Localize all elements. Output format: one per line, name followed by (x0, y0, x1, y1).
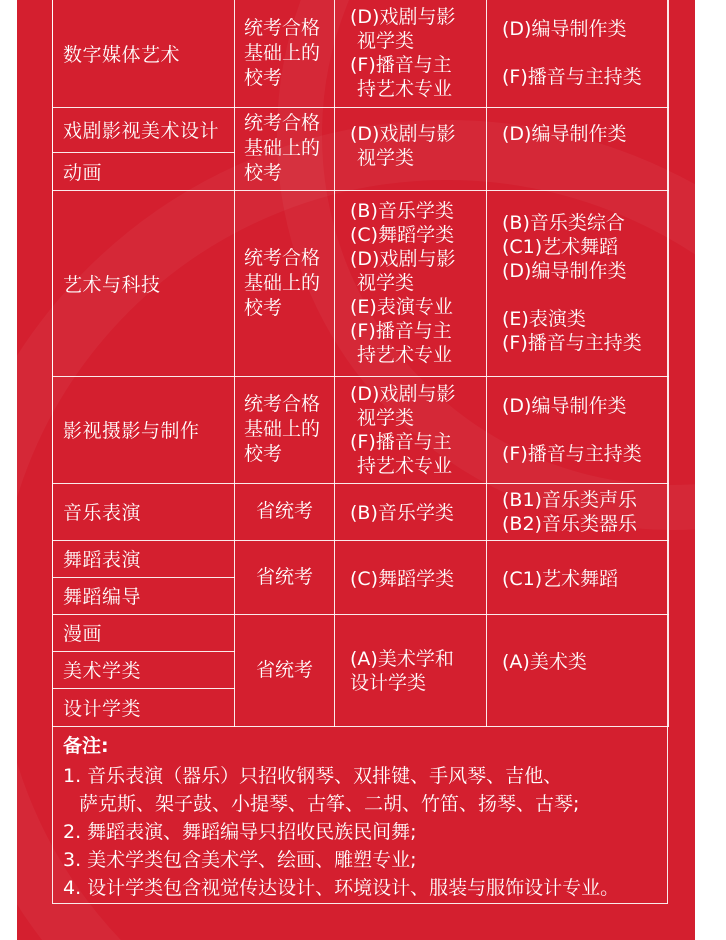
subject-line: 持艺术专业 (357, 344, 453, 366)
category-line: (D)编导制作类 (502, 18, 627, 41)
category-cell (487, 0, 669, 107)
subject-line: (F)播音与主 (350, 430, 452, 453)
category-line: (A)美术类 (502, 650, 587, 673)
table-row (53, 190, 669, 376)
subject-line: (A)美术学和 (350, 647, 454, 670)
subject-line: 视学类 (357, 272, 415, 294)
note-item: 4. 设计学类包含视觉传达设计、环境设计、服装与服饰设计专业。 (63, 877, 620, 899)
subject-line: 视学类 (357, 406, 415, 429)
category-line: (F)播音与主持类 (502, 332, 642, 354)
subject-cell (335, 190, 487, 376)
notes-section (63, 732, 663, 902)
poster-background (17, 0, 695, 940)
subject-line: (D)戏剧与影 (350, 248, 456, 270)
subject-line: 视学类 (357, 30, 415, 53)
exam-line: 基础上的 (244, 271, 321, 294)
note-item: 1. 音乐表演（器乐）只招收钢琴、双排键、手风琴、吉他、 (63, 765, 563, 787)
subject-line: (B)音乐学类 (350, 200, 454, 222)
note-item: 萨克斯、架子鼓、小提琴、古筝、二胡、竹笛、扬琴、古琴; (79, 793, 580, 815)
category-line: (C1)艺术舞蹈 (502, 236, 619, 258)
exam-cell (235, 0, 335, 107)
exam-line: 统考合格 (244, 393, 321, 415)
subject-line: (B)音乐学类 (350, 502, 454, 524)
subject-line: (D)戏剧与影 (350, 382, 456, 405)
subject-cell (335, 483, 487, 540)
category-cell (487, 376, 669, 483)
note-item: 2. 舞蹈表演、舞蹈编导只招收民族民间舞; (63, 821, 417, 843)
subject-line: (E)表演专业 (350, 296, 453, 318)
subject-cell (335, 540, 487, 614)
exam-line: 校考 (244, 296, 283, 319)
major-cell: 漫画 (53, 614, 235, 651)
notes-title: 备注: (63, 735, 109, 757)
exam-line: 基础上的 (244, 137, 321, 159)
category-line: (B2)音乐类器乐 (502, 512, 637, 535)
subject-line: 持艺术专业 (357, 78, 453, 101)
major-cell: 设计学类 (53, 688, 235, 726)
table-row (53, 107, 669, 152)
exam-cell: 省统考 (235, 540, 335, 614)
major-cell: 影视摄影与制作 (53, 376, 235, 483)
category-line: (C1)艺术舞蹈 (502, 567, 619, 590)
exam-cell: 省统考 (235, 614, 335, 726)
major-cell: 美术学类 (53, 651, 235, 688)
category-line: (B1)音乐类声乐 (502, 488, 637, 511)
admission-table (52, 0, 669, 727)
subject-line: (D)戏剧与影 (350, 122, 456, 145)
major-cell: 艺术与科技 (53, 190, 235, 376)
exam-cell (235, 190, 335, 376)
table-row (53, 376, 669, 483)
subject-line: (F)播音与主 (350, 320, 452, 342)
exam-cell (235, 376, 335, 483)
exam-line: 基础上的 (244, 41, 321, 64)
category-line: (B)音乐类综合 (502, 212, 625, 234)
category-cell (487, 614, 669, 726)
note-item: 3. 美术学类包含美术学、绘画、雕塑专业; (63, 849, 417, 871)
category-line: (D)编导制作类 (502, 260, 627, 282)
table-row (53, 614, 669, 651)
exam-cell (235, 107, 335, 190)
subject-line: 持艺术专业 (357, 454, 453, 477)
subject-line: 视学类 (357, 146, 415, 169)
exam-line: 统考合格 (244, 112, 321, 134)
category-cell (487, 540, 669, 614)
category-line: (E)表演类 (502, 308, 586, 330)
subject-line: (F)播音与主 (350, 54, 452, 77)
category-cell (487, 190, 669, 376)
category-line: (F)播音与主持类 (502, 442, 642, 465)
category-line: (D)编导制作类 (502, 122, 627, 145)
exam-line: 统考合格 (244, 16, 321, 39)
major-cell: 戏剧影视美术设计 (53, 107, 235, 152)
subject-cell (335, 376, 487, 483)
category-cell (487, 483, 669, 540)
subject-cell (335, 614, 487, 726)
table-row (53, 540, 669, 577)
exam-line: 校考 (244, 162, 283, 184)
category-cell (487, 107, 669, 190)
exam-line: 统考合格 (244, 246, 321, 269)
exam-line: 校考 (244, 443, 283, 465)
major-cell: 舞蹈编导 (53, 577, 235, 614)
exam-cell: 省统考 (235, 483, 335, 540)
table-row (53, 483, 669, 540)
subject-line: 设计学类 (350, 671, 427, 694)
major-cell: 动画 (53, 152, 235, 190)
subject-cell (335, 107, 487, 190)
exam-line: 校考 (244, 66, 283, 89)
major-cell: 数字媒体艺术 (53, 0, 235, 107)
subject-cell (335, 0, 487, 107)
exam-line: 基础上的 (244, 418, 321, 440)
major-cell: 音乐表演 (53, 483, 235, 540)
major-cell: 舞蹈表演 (53, 540, 235, 577)
category-line: (D)编导制作类 (502, 394, 627, 417)
subject-line: (C)舞蹈学类 (350, 224, 455, 246)
subject-line: (C)舞蹈学类 (350, 567, 455, 590)
subject-line: (D)戏剧与影 (350, 6, 456, 29)
table-row (53, 0, 669, 107)
category-line: (F)播音与主持类 (502, 66, 642, 89)
